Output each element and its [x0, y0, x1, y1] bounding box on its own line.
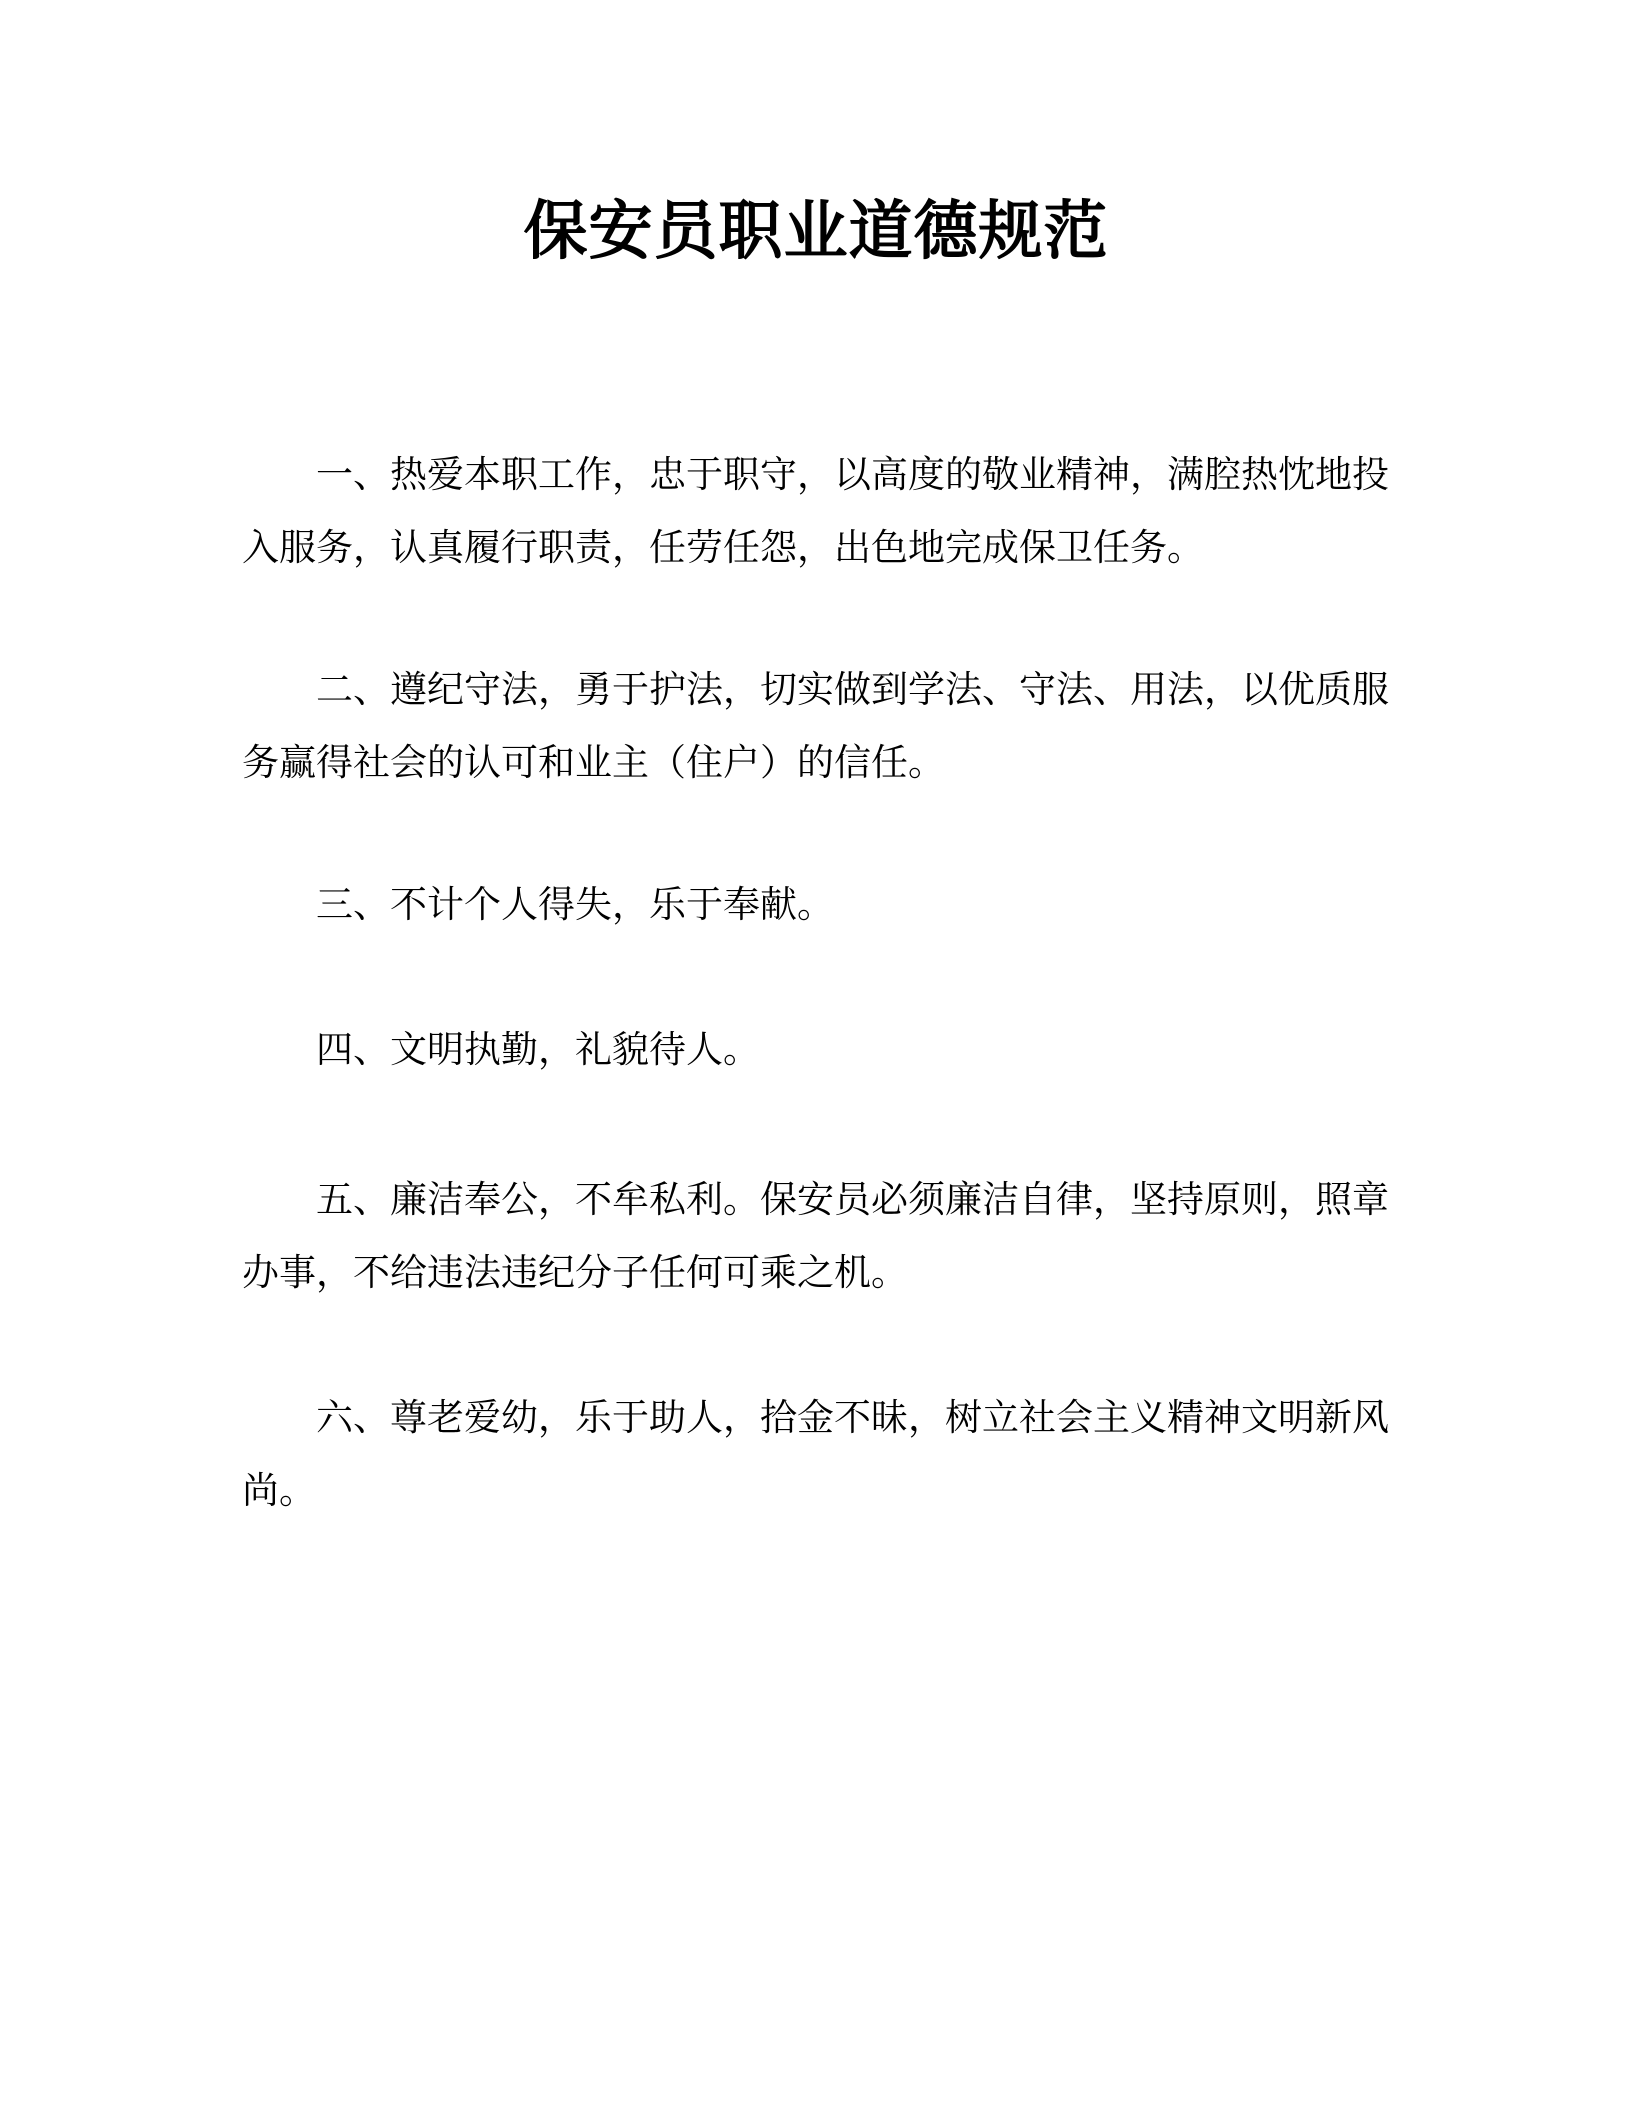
- document-title: 保安员职业道德规范: [523, 195, 1109, 269]
- paragraph-4: 四、文明执勤，礼貌待人。: [316, 1028, 760, 1071]
- paragraph-3: 三、不计个人得失，乐于奉献。: [316, 883, 834, 926]
- paragraph-5: 五、廉洁奉公，不牟私利。保安员必须廉洁自律，坚持原则，照章办事，不给违法违纪分子任何可乘之机。: [242, 1178, 1389, 1294]
- paragraph-1: 一、热爱本职工作，忠于职守，以高度的敬业精神，满腔热忱地投入服务，认真履行职责，任劳任怨，出色地完成保卫任务。: [242, 453, 1389, 569]
- paragraph-2: 二、遵纪守法，勇于护法，切实做到学法、守法、用法，以优质服务赢得社会的认可和业主（住户）的信任。: [242, 668, 1389, 784]
- paragraph-6: 六、尊老爱幼，乐于助人，拾金不昧，树立社会主义精神文明新风尚。: [242, 1396, 1389, 1512]
